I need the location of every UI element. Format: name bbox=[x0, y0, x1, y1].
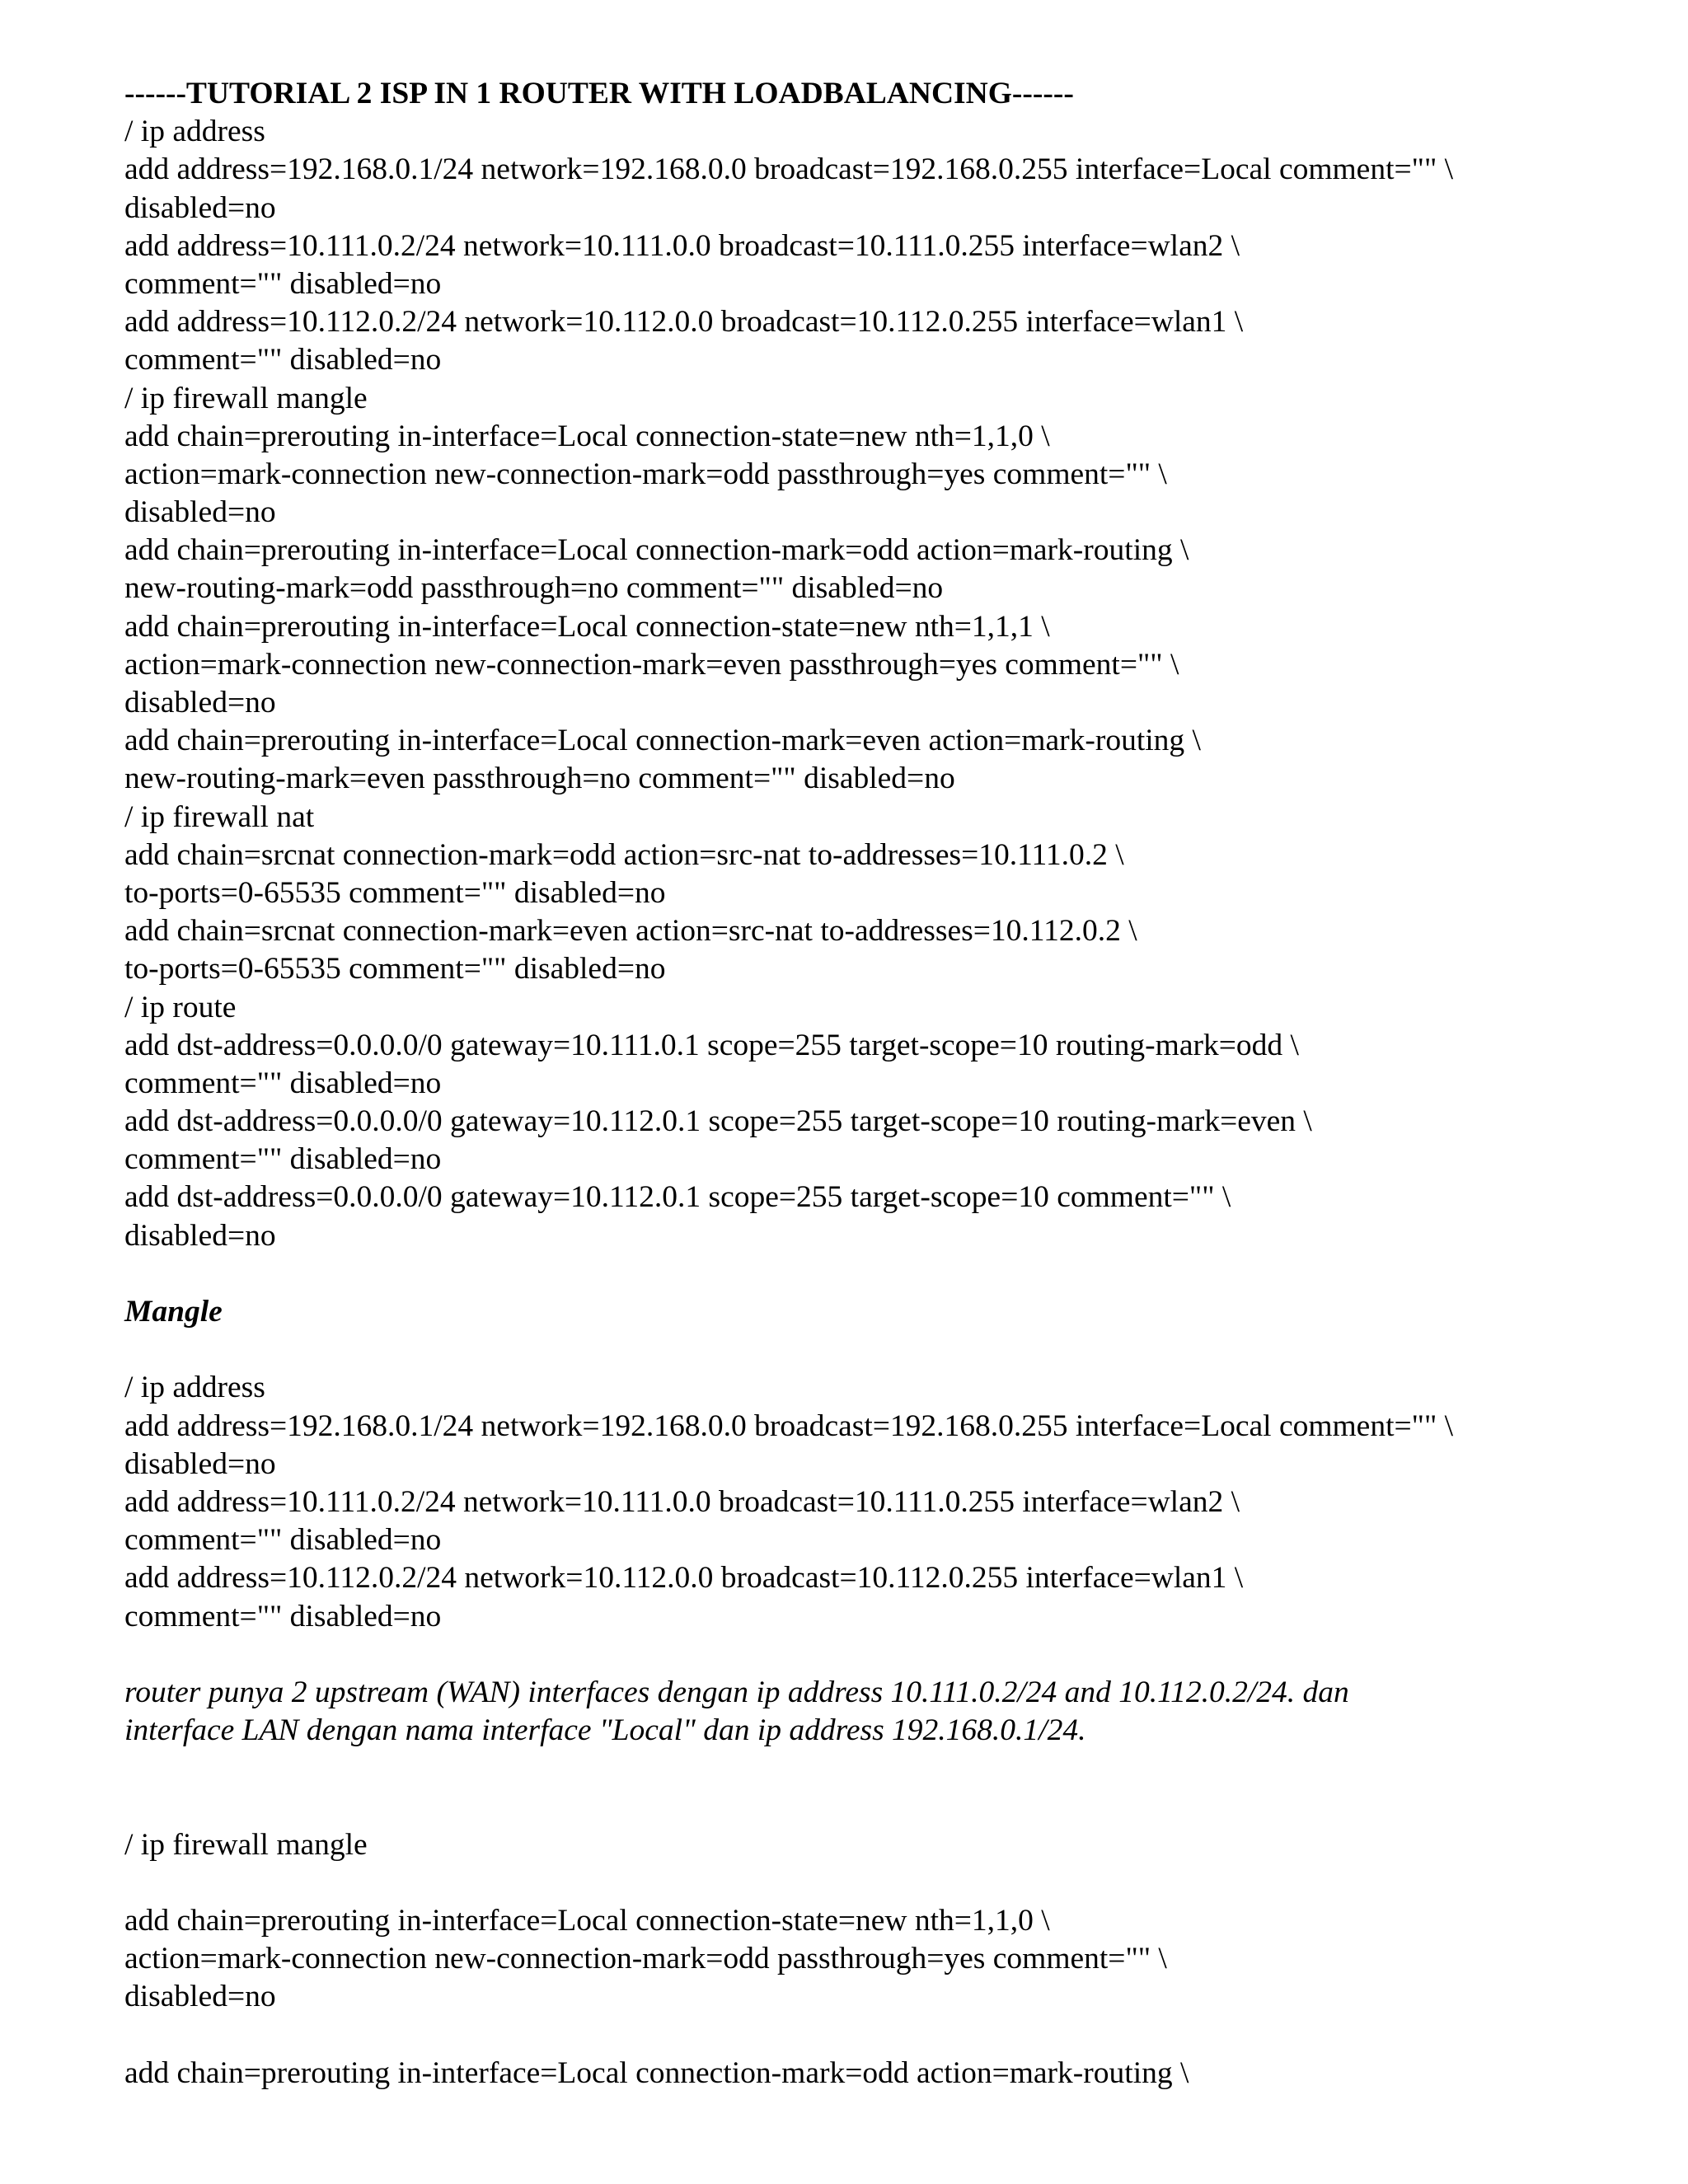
spacer bbox=[124, 1864, 1608, 1902]
config-line: action=mark-connection new-connection-mark=odd passthrough=yes comment="" \ bbox=[124, 457, 1167, 491]
config-line: add dst-address=0.0.0.0/0 gateway=10.112.0.1 scope=255 target-scope=10 routing-mark=even \ bbox=[124, 1104, 1312, 1139]
config-line: add dst-address=0.0.0.0/0 gateway=10.112.0.1 scope=255 target-scope=10 comment="" \ bbox=[124, 1180, 1231, 1215]
config-line: comment="" disabled=no bbox=[124, 266, 442, 301]
note-line: interface LAN dengan nama interface "Local" dan ip address 192.168.0.1/24. bbox=[124, 1713, 1086, 1748]
mangle-address-line: disabled=no bbox=[124, 1446, 276, 1481]
config-line: comment="" disabled=no bbox=[124, 1142, 442, 1177]
spacer bbox=[124, 1255, 1608, 1293]
config-line: add chain=srcnat connection-mark=even action=src-nat to-addresses=10.112.0.2 \ bbox=[124, 914, 1137, 949]
note-line: router punya 2 upstream (WAN) interfaces dengan ip address 10.111.0.2/24 and 10.112.0.2/24. dan bbox=[124, 1675, 1349, 1709]
firewall-mangle-header: / ip firewall mangle bbox=[124, 1827, 368, 1862]
config-line: disabled=no bbox=[124, 190, 276, 225]
config-line: comment="" disabled=no bbox=[124, 343, 442, 377]
mangle-address-line: add address=192.168.0.1/24 network=192.168.0.0 broadcast=192.168.0.255 interface=Local comment="" \ bbox=[124, 1408, 1454, 1443]
config-line: to-ports=0-65535 comment="" disabled=no bbox=[124, 875, 666, 910]
config-line: disabled=no bbox=[124, 1218, 276, 1253]
mangle-rule-line: add chain=prerouting in-interface=Local connection-mark=odd action=mark-routing \ bbox=[124, 2055, 1189, 2090]
spacer bbox=[124, 1636, 1608, 1674]
config-line: / ip route bbox=[124, 990, 237, 1024]
mangle-rule-line: disabled=no bbox=[124, 1980, 276, 2014]
mangle-address-line: add address=10.111.0.2/24 network=10.111.0.0 broadcast=10.111.0.255 interface=wlan2 \ bbox=[124, 1484, 1240, 1519]
config-line: add dst-address=0.0.0.0/0 gateway=10.111.0.1 scope=255 target-scope=10 routing-mark=odd \ bbox=[124, 1028, 1299, 1062]
config-line: new-routing-mark=even passthrough=no comment="" disabled=no bbox=[124, 762, 955, 796]
config-line: / ip firewall mangle bbox=[124, 381, 368, 415]
mangle-address-line: / ip address bbox=[124, 1371, 265, 1405]
spacer bbox=[124, 1750, 1608, 1788]
config-line: add chain=srcnat connection-mark=odd action=src-nat to-addresses=10.111.0.2 \ bbox=[124, 837, 1124, 872]
config-line: disabled=no bbox=[124, 686, 276, 719]
config-line: action=mark-connection new-connection-mark=even passthrough=yes comment="" \ bbox=[124, 647, 1179, 682]
config-line: add address=192.168.0.1/24 network=192.168.0.0 broadcast=192.168.0.255 interface=Local comment="" \ bbox=[124, 152, 1454, 187]
mangle-address-line: add address=10.112.0.2/24 network=10.112.0.0 broadcast=10.112.0.255 interface=wlan1 \ bbox=[124, 1561, 1244, 1596]
spacer bbox=[124, 1788, 1608, 1825]
mangle-rule-line: action=mark-connection new-connection-mark=odd passthrough=yes comment="" \ bbox=[124, 1942, 1167, 1976]
spacer bbox=[124, 2017, 1608, 2055]
config-line: add chain=prerouting in-interface=Local connection-state=new nth=1,1,1 \ bbox=[124, 609, 1050, 644]
mangle-rule-line: add chain=prerouting in-interface=Local connection-state=new nth=1,1,0 \ bbox=[124, 1904, 1050, 1938]
config-line: comment="" disabled=no bbox=[124, 1066, 442, 1100]
config-line: disabled=no bbox=[124, 495, 276, 530]
config-line: add address=10.112.0.2/24 network=10.112.0.0 broadcast=10.112.0.255 interface=wlan1 \ bbox=[124, 305, 1244, 340]
config-line: add chain=prerouting in-interface=Local connection-mark=even action=mark-routing \ bbox=[124, 724, 1201, 758]
mangle-address-line: comment="" disabled=no bbox=[124, 1599, 442, 1633]
config-line: / ip address bbox=[124, 115, 265, 149]
spacer bbox=[124, 1331, 1608, 1369]
config-line: / ip firewall nat bbox=[124, 799, 315, 834]
document-title: ------TUTORIAL 2 ISP IN 1 ROUTER WITH LOADBALANCING------ bbox=[124, 77, 1074, 110]
mangle-address-line: comment="" disabled=no bbox=[124, 1523, 442, 1558]
config-line: new-routing-mark=odd passthrough=no comment="" disabled=no bbox=[124, 571, 944, 606]
config-line: add address=10.111.0.2/24 network=10.111.0.0 broadcast=10.111.0.255 interface=wlan2 \ bbox=[124, 228, 1240, 263]
config-line: to-ports=0-65535 comment="" disabled=no bbox=[124, 952, 666, 987]
config-line: add chain=prerouting in-interface=Local connection-mark=odd action=mark-routing \ bbox=[124, 533, 1189, 568]
config-line: add chain=prerouting in-interface=Local connection-state=new nth=1,1,0 \ bbox=[124, 419, 1050, 453]
document-page bbox=[124, 75, 1608, 2093]
section-heading-mangle: Mangle bbox=[124, 1295, 223, 1329]
